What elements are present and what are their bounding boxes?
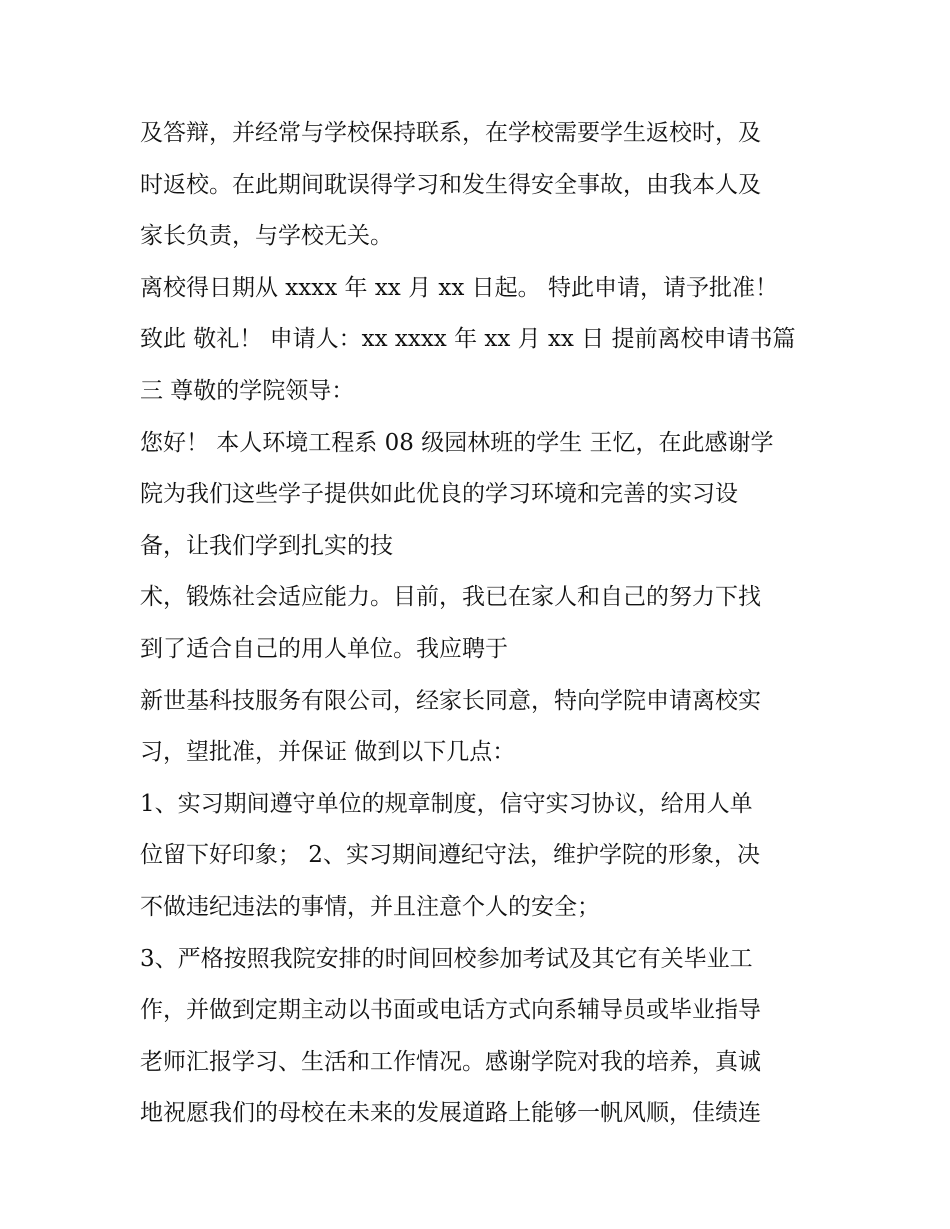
text-line: 习，望批准，并保证 做到以下几点： [140, 739, 516, 766]
text-line: 术，锻炼社会适应能力。目前，我已在家人和自己的努力下找 [140, 584, 761, 611]
text-line: 三 尊敬的学院领导： [140, 377, 355, 404]
text-line: 您好！ 本人环境工程系 08 级园林班的学生 王忆，在此感谢学 [140, 429, 774, 456]
text-line: 时返校。在此期间耽误得学习和发生得安全事故，由我本人及 [140, 171, 761, 198]
text-line: 院为我们这些学子提供如此优良的学习环境和完善的实习设 [140, 481, 738, 508]
text-line: 位留下好印象； 2、实习期间遵纪守法，维护学院的形象，决 [140, 842, 760, 869]
text-line: 致此 敬礼！ 申请人：xx xxxx 年 xx 月 xx 日 提前离校申请书篇 [140, 326, 796, 353]
text-line: 不做违纪违法的事情，并且注意个人的安全； [140, 893, 600, 920]
text-line: 及答辩，并经常与学校保持联系，在学校需要学生返校时，及 [140, 120, 761, 146]
text-line: 老师汇报学习、生活和工作情况。感谢学院对我的培养，真诚 [140, 1048, 761, 1075]
text-line: 备，让我们学到扎实的技 [140, 532, 393, 559]
body-text [140, 108, 830, 1140]
text-line: 作，并做到定期主动以书面或电话方式向系辅导员或毕业指导 [140, 997, 761, 1024]
text-line: 1、实习期间遵守单位的规章制度，信守实习协议，给用人单 [140, 790, 753, 817]
text-line: 新世基科技服务有限公司，经家长同意，特向学院申请离校实 [140, 687, 761, 714]
text-line: 家长负责，与学校无关。 [140, 223, 393, 250]
text-line: 到了适合自己的用人单位。我应聘于 [140, 635, 508, 662]
text-line: 地祝愿我们的母校在未来的发展道路上能够一帆风顺，佳绩连 [140, 1100, 761, 1127]
text-line: 离校得日期从 xxxx 年 xx 月 xx 日起。 特此申请，请予批准！ [140, 274, 778, 301]
text-line: 3、严格按照我院安排的时间回校参加考试及其它有关毕业工 [140, 945, 753, 972]
